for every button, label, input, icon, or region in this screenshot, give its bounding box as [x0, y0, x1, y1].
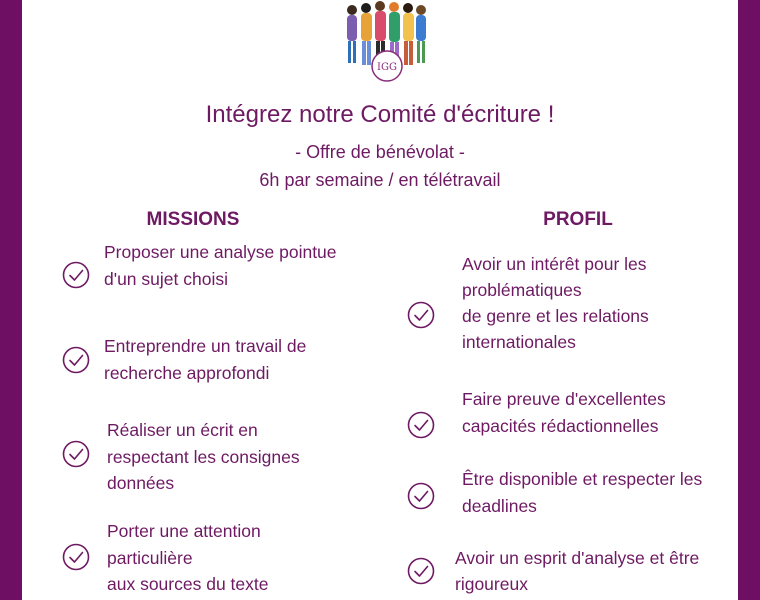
profil-item-line: problématiques — [462, 280, 582, 300]
profil-item-line: Faire preuve d'excellentes — [462, 389, 666, 409]
igg-logo-illustration — [322, 0, 452, 86]
check-circle-icon — [62, 543, 90, 571]
missions-item-line: d'un sujet choisi — [104, 269, 228, 289]
offer-type: - Offre de bénévolat - — [295, 142, 465, 162]
missions-item-line: Porter une attention — [107, 521, 261, 541]
profil-item-line: internationales — [462, 332, 576, 352]
missions-item-line: particulière — [107, 548, 193, 568]
missions-item-line: données — [107, 473, 175, 493]
profil-item-line: Avoir un intérêt pour les — [462, 254, 647, 274]
flyer-card — [22, 0, 738, 600]
check-circle-icon — [62, 261, 90, 289]
missions-item-line: Proposer une analyse pointue — [104, 242, 337, 262]
profil-item-line: capacités rédactionnelles — [462, 416, 659, 436]
page-title: Intégrez notre Comité d'écriture ! — [205, 101, 555, 128]
check-circle-icon — [407, 482, 435, 510]
profil-item-line: de genre et les relations — [462, 306, 649, 326]
profil-item-line: rigoureux — [455, 574, 528, 594]
check-circle-icon — [62, 346, 90, 374]
check-circle-icon — [407, 411, 435, 439]
missions-item-line: Réaliser un écrit en — [107, 420, 258, 440]
profil-item-line: Être disponible et respecter les — [462, 469, 703, 489]
check-circle-icon — [407, 557, 435, 585]
missions-item-line: recherche approfondi — [104, 363, 270, 383]
missions-item-line: respectant les consignes — [107, 447, 300, 467]
offer-schedule: 6h par semaine / en télétravail — [259, 170, 501, 190]
profil-item-line: deadlines — [462, 496, 537, 516]
check-circle-icon — [407, 301, 435, 329]
igg-badge — [372, 51, 402, 81]
svg-text:IGG: IGG — [377, 62, 397, 73]
profil-item-line: Avoir un esprit d'analyse et être — [455, 548, 700, 568]
check-circle-icon — [62, 440, 90, 468]
profil-heading: PROFIL — [543, 209, 613, 230]
missions-item-line: aux sources du texte — [107, 574, 269, 594]
missions-heading: MISSIONS — [146, 209, 240, 230]
missions-item-line: Entreprendre un travail de — [104, 336, 307, 356]
